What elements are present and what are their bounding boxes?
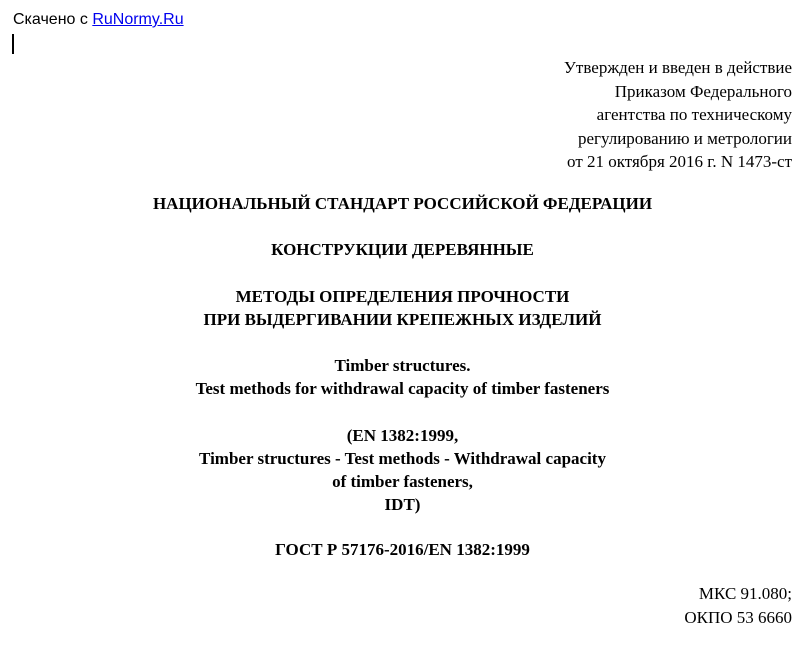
- text-cursor: [12, 34, 14, 54]
- title-en-line: Test methods for withdrawal capacity of timber fasteners: [195, 379, 610, 398]
- approval-line: регулированию и метрологии: [577, 128, 792, 148]
- en-reference-line: Timber structures - Test methods - Withdrawal capacity: [199, 449, 606, 468]
- standard-type-title: НАЦИОНАЛЬНЫЙ СТАНДАРТ РОССИЙСКОЙ ФЕДЕРАЦИИ: [152, 194, 653, 213]
- title-ru: [0, 285, 799, 331]
- approval-line: от 21 октября 2016 г. N 1473-ст: [567, 152, 792, 171]
- title-en-line: Timber structures.: [334, 356, 471, 375]
- en-reference-line: of timber fasteners,: [332, 472, 473, 491]
- approval-block: [564, 56, 792, 174]
- standard-subject: КОНСТРУКЦИИ ДЕРЕВЯННЫЕ: [271, 240, 534, 259]
- okpo-code: ОКПО 53 6660: [684, 607, 792, 627]
- en-reference: [0, 424, 799, 516]
- en-reference-line: (EN 1382:1999,: [346, 426, 459, 445]
- approval-line: Приказом Федерального: [614, 81, 792, 101]
- approval-line: Утвержден и введен в действие: [563, 58, 792, 77]
- runormy-link[interactable]: RuNormy.Ru: [92, 11, 184, 28]
- mks-code: МКС 91.080;: [698, 584, 792, 603]
- title-en: [0, 354, 799, 400]
- title-ru-line: МЕТОДЫ ОПРЕДЕЛЕНИЯ ПРОЧНОСТИ: [235, 287, 570, 306]
- standard-designation: ГОСТ Р 57176-2016/EN 1382:1999: [275, 540, 530, 559]
- source-prefix: Скачено с: [13, 11, 93, 28]
- source-line: [13, 10, 184, 30]
- classifier-codes: [684, 582, 792, 629]
- title-ru-line: ПРИ ВЫДЕРГИВАНИИ КРЕПЕЖНЫХ ИЗДЕЛИЙ: [203, 310, 602, 329]
- approval-line: агентства по техническому: [596, 105, 792, 124]
- en-reference-line: IDT): [384, 495, 421, 514]
